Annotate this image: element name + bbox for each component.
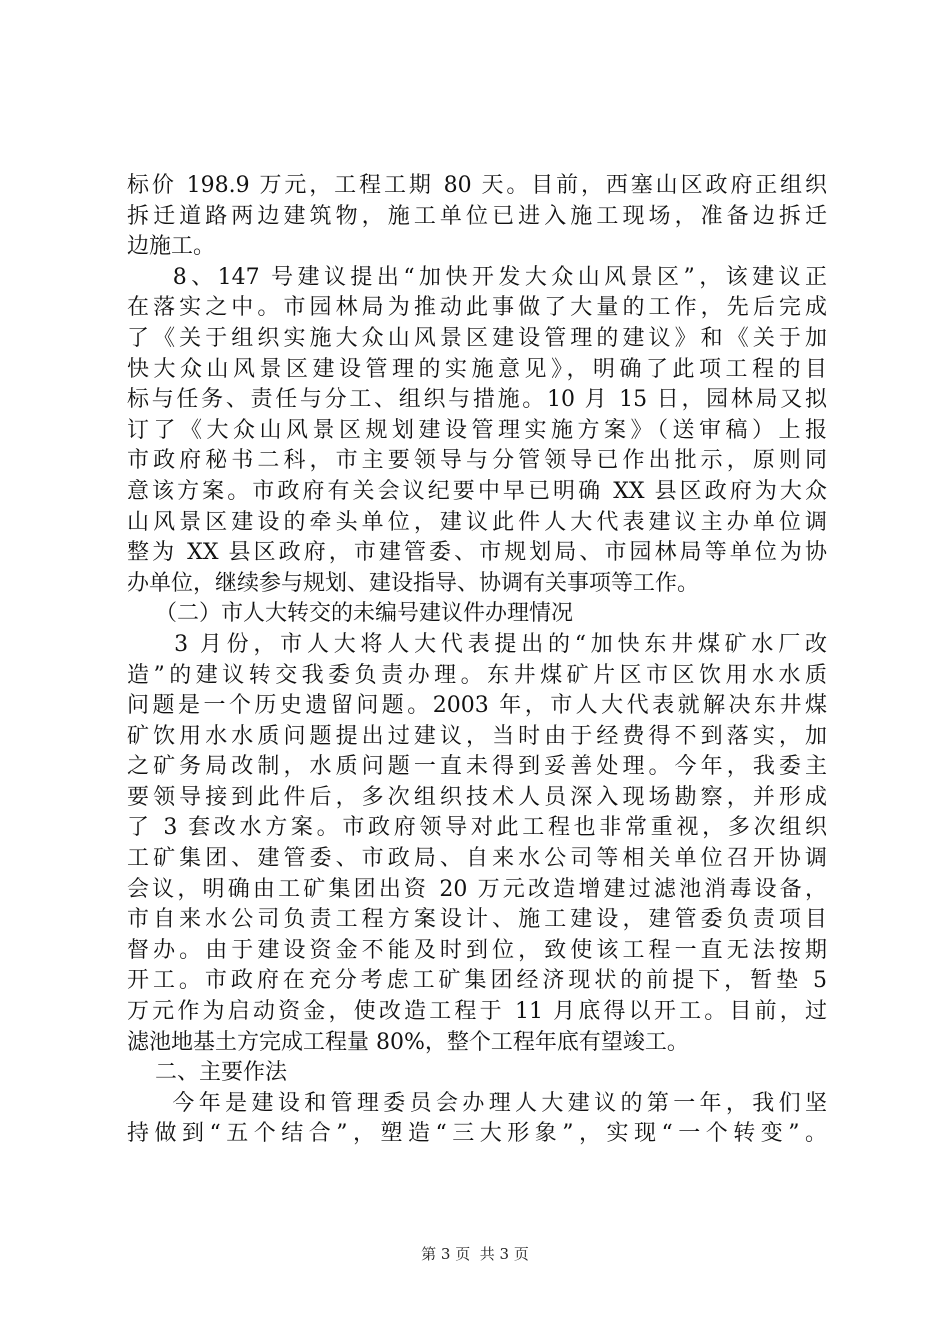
text-line: 订了《大众山风景区规划建设管理实施方案》（送审稿）上报 [127, 417, 827, 443]
text-line: 在落实之中。市园林局为推动此事做了大量的工作，先后完成 [127, 295, 827, 321]
text-line: 山风景区建设的牵头单位，建议此件人大代表建议主办单位调 [127, 509, 827, 535]
text-line: 会议，明确由工矿集团出资 20 万元改造增建过滤池消毒设备， [127, 876, 827, 902]
text-line: 二、主要作法 [127, 1060, 287, 1086]
text-line: 要领导接到此件后，多次组织技术人员深入现场勘察，并形成 [127, 784, 827, 810]
text-line: 之矿务局改制，水质问题一直未得到妥善处理。今年，我委主 [127, 754, 827, 780]
text-line: 8、147 号建议提出“加快开发大众山风景区”，该建议正 [127, 264, 827, 290]
text-line: 标与任务、责任与分工、组织与措施。10 月 15 日，园林局又拟 [127, 387, 827, 413]
text-line: 了 3 套改水方案。市政府领导对此工程也非常重视，多次组织 [127, 815, 827, 841]
text-line: 问题是一个历史遗留问题。2003 年，市人大代表就解决东井煤 [127, 693, 827, 719]
text-line: 3 月份，市人大将人大代表提出的“加快东井煤矿水厂改 [127, 631, 827, 657]
text-line: 造”的建议转交我委负责办理。东井煤矿片区市区饮用水水质 [127, 662, 827, 688]
text-line: 今年是建设和管理委员会办理人大建议的第一年，我们坚 [127, 1090, 827, 1116]
text-line: 拆迁道路两边建筑物，施工单位已进入施工现场，准备边拆迁 [127, 203, 827, 229]
text-line: 标价 198.9 万元，工程工期 80 天。目前，西塞山区政府正组织 [127, 173, 827, 198]
text-line: 了《关于组织实施大众山风景区建设管理的建议》和《关于加 [127, 325, 827, 351]
text-line: 滤池地基土方完成工程量 80%，整个工程年底有望竣工。 [127, 1029, 689, 1055]
text-line: 万元作为启动资金，使改造工程于 11 月底得以开工。目前，过 [127, 999, 827, 1025]
page-footer: 第 3 页 共 3 页 [421, 1245, 529, 1263]
text-line: （二）市人大转交的未编号建议件办理情况 [127, 601, 573, 627]
text-line: 开工。市政府在充分考虑工矿集团经济现状的前提下，暂垫 5 [127, 968, 827, 994]
text-line: 边施工。 [127, 234, 216, 260]
text-line: 市自来水公司负责工程方案设计、施工建设，建管委负责项目 [127, 907, 827, 933]
text-line: 工矿集团、建管委、市政局、自来水公司等相关单位召开协调 [127, 846, 827, 872]
text-line: 矿饮用水水质问题提出过建议，当时由于经费得不到落实，加 [127, 723, 827, 749]
text-line: 办单位，继续参与规划、建设指导、协调有关事项等工作。 [127, 570, 700, 596]
text-line: 意该方案。市政府有关会议纪要中早已明确 XX 县区政府为大众 [127, 478, 827, 504]
text-line: 整为 XX 县区政府，市建管委、市规划局、市园林局等单位为协 [127, 540, 827, 566]
text-line: 督办。由于建设资金不能及时到位，致使该工程一直无法按期 [127, 937, 827, 963]
text-line: 持做到“五个结合”，塑造“三大形象”，实现“一个转变”。 [127, 1121, 827, 1147]
text-line: 市政府秘书二科，市主要领导与分管领导已作出批示，原则同 [127, 448, 827, 474]
document-body [127, 171, 827, 1150]
text-line: 快大众山风景区建设管理的实施意见》，明确了此项工程的目 [127, 356, 827, 382]
